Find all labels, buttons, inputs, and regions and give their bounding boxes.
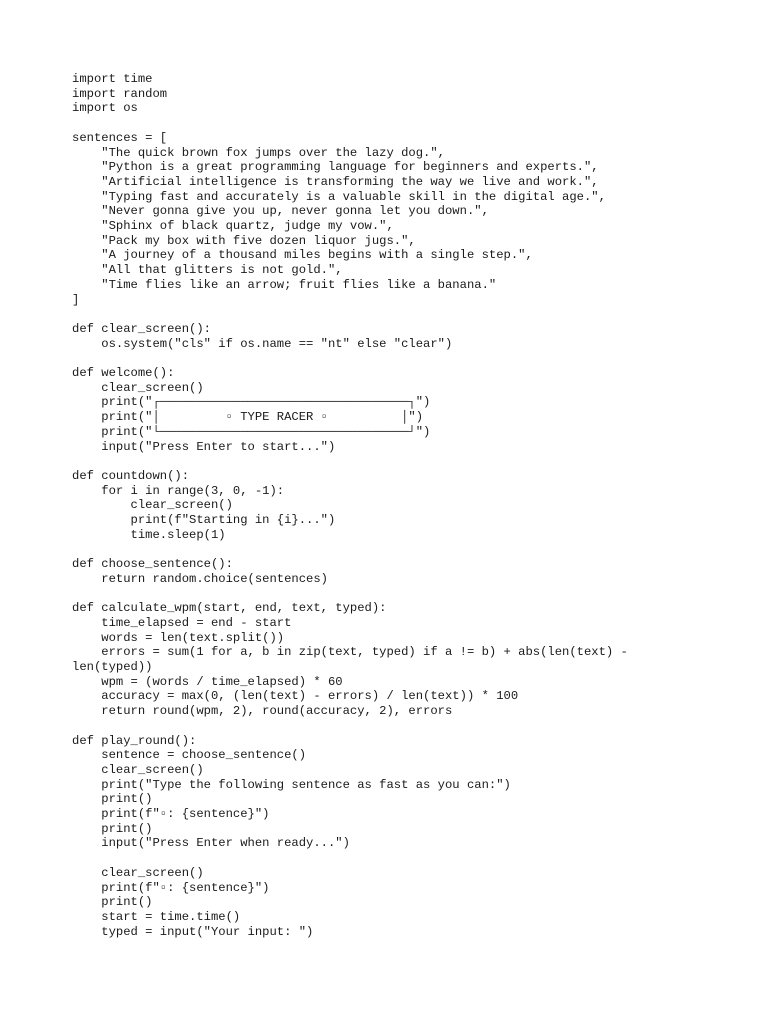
code-line [72,719,722,734]
code-line: os.system("cls" if os.name == "nt" else "clear") [72,336,453,351]
code-line: def clear_screen(): [72,321,211,336]
code-line: typed = input("Your input: ") [72,924,314,939]
code-line: import random [72,86,168,101]
code-line: "All that glitters is not gold.", [72,263,343,278]
code-line: print("Type the following sentence as fast as you can:") [72,777,511,792]
code-line: input("Press Enter to start...") [72,439,336,454]
code-line: clear_screen() [72,865,204,880]
code-line: clear_screen() [72,380,204,395]
code-line: def welcome(): [72,366,175,381]
code-line: print(f"▫: {sentence}") [72,880,270,895]
code-line: input("Press Enter when ready...") [72,836,350,851]
code-line: print() [72,895,153,910]
code-line: print("│ ▫ TYPE RACER ▫ │") [72,410,424,425]
code-line: print() [72,821,153,836]
code-line: import os [72,101,138,116]
code-line: "Pack my box with five dozen liquor jugs.", [72,233,416,248]
code-line [72,587,722,602]
code-line [72,542,722,557]
code-line: "Sphinx of black quartz, judge my vow.", [72,219,394,234]
code-line: ] [72,292,80,307]
code-line: "Typing fast and accurately is a valuable skill in the digital age.", [72,189,606,204]
code-line: import time [72,72,153,86]
code-line [72,307,722,322]
code-line: "Time flies like an arrow; fruit flies like a banana." [72,277,497,292]
code-line: for i in range(3, 0, -1): [72,483,285,498]
code-line: "Artificial intelligence is transforming the way we live and work.", [72,174,599,189]
code-line: sentences = [ [72,130,168,145]
code-line: errors = sum(1 for a, b in zip(text, typed) if a != b) + abs(len(text) - [72,645,628,660]
code-line: len(typed)) [72,660,153,675]
code-line: def play_round(): [72,733,197,748]
code-line [72,454,722,469]
code-line: clear_screen() [72,762,204,777]
code-line: print(f"Starting in {i}...") [72,513,336,528]
code-line: return random.choice(sentences) [72,571,328,586]
code-line: def choose_sentence(): [72,557,233,572]
code-line: "Python is a great programming language for beginners and experts.", [72,160,599,175]
code-line: print(f"▫: {sentence}") [72,807,270,822]
code-line [72,116,722,131]
code-line: wpm = (words / time_elapsed) * 60 [72,674,343,689]
code-line: print("┌──────────────────────────────────┐") [72,395,431,410]
code-line: "The quick brown fox jumps over the lazy dog.", [72,145,445,160]
code-line: def countdown(): [72,468,190,483]
code-listing [72,72,722,939]
code-line: "Never gonna give you up, never gonna let you down.", [72,204,489,219]
code-line: "A journey of a thousand miles begins with a single step.", [72,248,533,263]
code-line: def calculate_wpm(start, end, text, typed): [72,601,387,616]
code-line: accuracy = max(0, (len(text) - errors) / len(text)) * 100 [72,689,519,704]
code-line: sentence = choose_sentence() [72,748,307,763]
code-line: time_elapsed = end - start [72,615,292,630]
code-line: clear_screen() [72,498,233,513]
code-line: print("└──────────────────────────────────┘") [72,424,431,439]
code-line: time.sleep(1) [72,527,226,542]
code-line [72,851,722,866]
code-line: words = len(text.split()) [72,630,285,645]
code-line: return round(wpm, 2), round(accuracy, 2), errors [72,704,453,719]
code-line: start = time.time() [72,909,241,924]
code-line [72,351,722,366]
code-line: print() [72,792,153,807]
